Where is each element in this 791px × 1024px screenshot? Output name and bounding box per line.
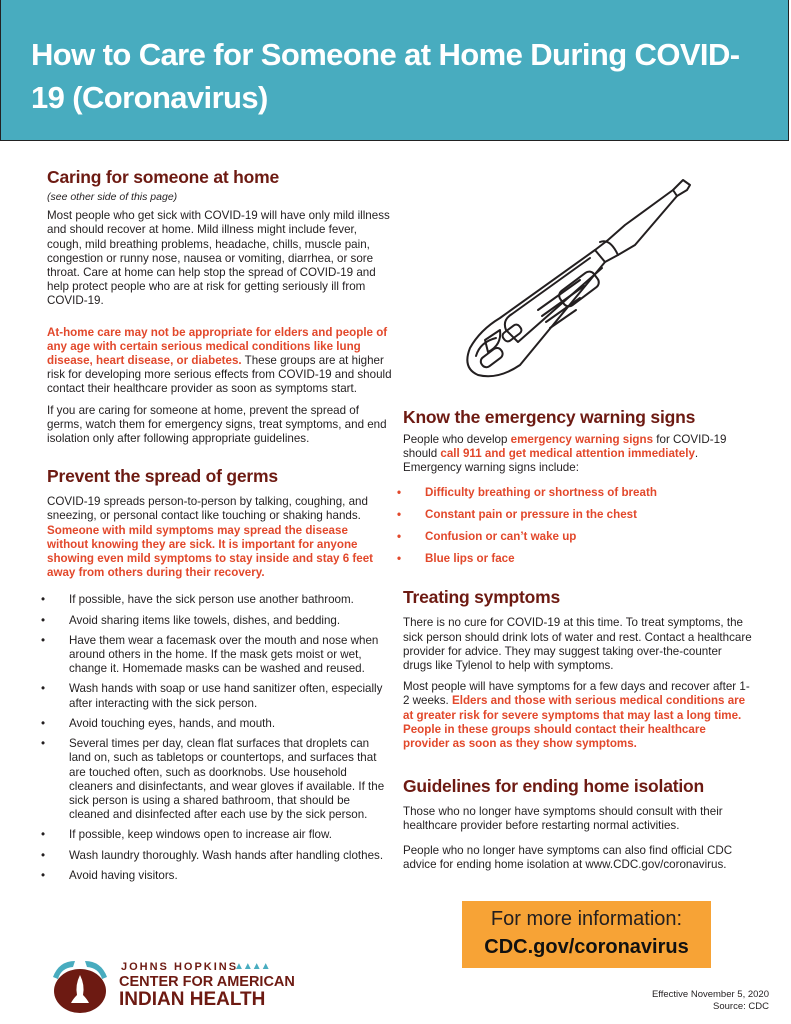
- guidelines-heading: Guidelines for ending home isolation: [403, 776, 705, 797]
- logo-emblem-icon: [45, 955, 115, 1015]
- caring-paragraph-3: If you are caring for someone at home, prevent the spread of germs, watch them for emergency signs, treat symptoms, and end isolation only after following appropriate guidelines.: [47, 403, 387, 446]
- list-item: • Avoid having visitors.: [41, 868, 178, 882]
- prevent-intro: COVID-19 spreads person-to-person by talking, coughing, and sneezing, or personal contact like touching or shaking hands.: [47, 495, 368, 523]
- bullet-icon: •: [397, 485, 402, 499]
- list-item: • Several times per day, clean flat surfaces that droplets can land on, such as tabletops or countertops, and surfaces that are touched often, such as doorknobs. Use household cleaners and disinfectants, and wear gloves if available. If the sick person is using a shared bathroom, that should be cleaned and disinfected after each use by the sick person.: [41, 737, 385, 822]
- jhu-cih-logo: [45, 955, 305, 1015]
- logo-line-1: JOHNS HOPKINS: [121, 961, 239, 973]
- list-item: • Difficulty breathing or shortness of breath: [397, 485, 657, 499]
- more-info-label: For more information:: [490, 908, 683, 930]
- bullet-icon: •: [41, 633, 46, 647]
- cdc-link[interactable]: CDC.gov/coronavirus: [484, 936, 689, 958]
- caring-subtitle: (see other side of this page): [47, 191, 178, 203]
- list-item: • Blue lips or face: [397, 552, 515, 566]
- caring-warning: At-home care may not be appropriate for elders and people of any age with certain serious medical conditions like lung disease, heart disease, or diabetes.: [47, 325, 388, 368]
- bullet-icon: •: [41, 828, 46, 842]
- prevent-list: [41, 593, 392, 882]
- caring-paragraph-2-rest: These groups are at higher risk for developing more serious effects from COVID-19 and should contact their healthcare provider as soon as symptoms start.: [47, 354, 392, 396]
- emergency-list: [397, 485, 753, 567]
- logo-triangles-icon: ▲▲▲▲: [234, 961, 270, 972]
- treating-paragraph-2: Most people will have symptoms for a few days and recover after 1-2 weeks. Elders and those with serious medical conditions are at greater risk for severe symptoms that may last a long time. People in these groups should contact their healthcare provider as soon as they show symptoms.: [403, 680, 750, 751]
- bullet-icon: •: [41, 613, 46, 627]
- prevent-paragraph: [47, 495, 392, 580]
- page-title: How to Care for Someone at Home During COVID-19 (Coronavirus): [31, 37, 740, 115]
- bullet-icon: •: [397, 507, 402, 521]
- bullet-icon: •: [397, 552, 402, 566]
- logo-line-3: INDIAN HEALTH: [119, 989, 266, 1010]
- caring-paragraph-1: Most people who get sick with COVID-19 will have only mild illness and should recover at home. Mild illness might include fever, cough, mild breathing problems, headache, chills, muscle pain, congestion or runny nose, nausea or vomiting, diarrhea, or sore throat. Care at home can help stop the spread of COVID-19 and help protect people who are at risk for getting seriously ill from COVID-19.: [47, 209, 390, 308]
- right-column: [397, 406, 753, 879]
- treating-section: [403, 586, 753, 751]
- emergency-section: [397, 406, 753, 566]
- emergency-heading: Know the emergency warning signs: [403, 407, 696, 427]
- emergency-paragraph: People who develop emergency warning signs for COVID-19 should call 911 and get medical attention immediately. Emergency warning signs include:: [403, 433, 727, 475]
- logo-line-2: CENTER FOR AMERICAN: [119, 974, 295, 990]
- guidelines-paragraph-2: People who no longer have symptoms can also find official CDC advice for ending home isolation at www.CDC.gov/coronavirus.: [403, 843, 733, 871]
- list-item: • Have them wear a facemask over the mouth and nose when around others in the home. If the mask gets moist or wet, change it. Homemade masks can be washed and reused.: [41, 633, 379, 676]
- caring-section: [47, 166, 392, 446]
- title-banner: [0, 0, 789, 141]
- bullet-icon: •: [41, 868, 46, 882]
- call-911-text: call 911 and get medical attention immediately: [440, 447, 695, 461]
- list-item: • If possible, keep windows open to increase air flow.: [41, 828, 332, 842]
- list-item: • Confusion or can’t wake up: [397, 530, 577, 544]
- prevent-warning: Someone with mild symptoms may spread the disease without knowing they are sick. It is important for anyone showing even mild symptoms to stay inside and stay 6 feet away from others during their recovery.: [47, 523, 374, 580]
- bullet-icon: •: [41, 682, 46, 696]
- list-item: • Avoid sharing items like towels, dishes, and bedding.: [41, 613, 341, 627]
- effective-date: Effective November 5, 2020: [651, 989, 769, 1000]
- emergency-warning-signs-text: emergency warning signs: [510, 433, 654, 446]
- treating-heading: Treating symptoms: [403, 587, 561, 608]
- caring-paragraph-2: [47, 326, 392, 397]
- left-column: [41, 166, 392, 889]
- thermometer-illustration: [440, 170, 700, 390]
- guidelines-section: [403, 775, 753, 872]
- footer: [652, 989, 769, 1013]
- prevent-heading: Prevent the spread of germs: [47, 466, 278, 487]
- treating-warning: Elders and those with serious medical conditions are at greater risk for severe symptoms that may last a long time. People in these groups should contact their healthcare provider as soon as they show symptoms.: [403, 694, 746, 751]
- caring-heading: Caring for someone at home: [47, 167, 280, 187]
- bullet-icon: •: [41, 848, 46, 862]
- list-item: • Wash laundry thoroughly. Wash hands after handling clothes.: [41, 848, 384, 862]
- bullet-icon: •: [397, 530, 402, 544]
- bullet-icon: •: [41, 593, 46, 607]
- list-item: • Constant pain or pressure in the chest: [397, 507, 637, 521]
- prevent-section: [41, 465, 392, 883]
- list-item: • If possible, have the sick person use another bathroom.: [41, 593, 354, 607]
- list-item: • Wash hands with soap or use hand sanitizer often, especially after interacting with the sick person.: [41, 682, 383, 710]
- treating-paragraph-1: There is no cure for COVID-19 at this time. To treat symptoms, the sick person should drink lots of water and rest. Contact a healthcare provider for advice. They may suggest taking over-the-counter drugs like Tylenol to help with symptoms.: [403, 616, 752, 673]
- bullet-icon: •: [41, 737, 46, 751]
- list-item: • Avoid touching eyes, hands, and mouth.: [41, 716, 276, 730]
- source-text: Source: CDC: [713, 1001, 769, 1012]
- more-info-box: [462, 901, 711, 968]
- guidelines-paragraph-1: Those who no longer have symptoms should consult with their healthcare provider before restarting normal activities.: [403, 805, 723, 833]
- bullet-icon: •: [41, 716, 46, 730]
